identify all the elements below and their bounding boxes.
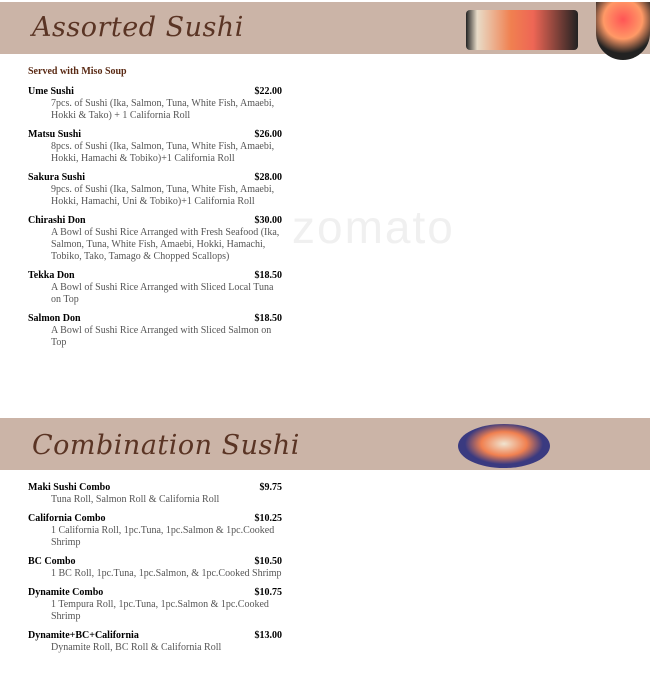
- item-description: A Bowl of Sushi Rice Arranged with Fresh Seafood (Ika, Salmon, Tuna, White Fish, Amaebi, Hokki, Hamachi, Tobiko, Tako, Tamago & Chopped Scallops): [51, 227, 280, 262]
- assorted-sushi-list: [28, 66, 282, 356]
- item-name: Dynamite+BC+California: [28, 630, 139, 641]
- menu-item-header: [28, 556, 282, 568]
- menu-item: [28, 556, 282, 580]
- watermark: zomato: [292, 201, 455, 253]
- sushi-plate-image: [458, 424, 550, 468]
- section-note: Served with Miso Soup: [28, 66, 127, 77]
- item-name: Tekka Don: [28, 270, 75, 281]
- menu-item-header: [28, 215, 282, 227]
- menu-item-header: [28, 172, 282, 184]
- item-price: $18.50: [254, 313, 282, 324]
- menu-item: [28, 513, 282, 549]
- section-title: Assorted Sushi: [32, 12, 244, 43]
- menu-item: [28, 587, 282, 623]
- menu-item: [28, 630, 282, 654]
- menu-item-header: [28, 482, 282, 494]
- item-name: Ume Sushi: [28, 86, 74, 97]
- menu-items: [28, 86, 282, 349]
- sushi-platter-image: [466, 10, 578, 50]
- menu-item-header: [28, 513, 282, 525]
- item-price: $13.00: [254, 630, 282, 641]
- item-name: Sakura Sushi: [28, 172, 85, 183]
- item-name: BC Combo: [28, 556, 76, 567]
- item-price: $10.75: [254, 587, 282, 598]
- item-description: A Bowl of Sushi Rice Arranged with Sliced Local Tuna on Top: [51, 282, 274, 305]
- item-description: 7pcs. of Sushi (Ika, Salmon, Tuna, White Fish, Amaebi, Hokki & Tako) + 1 California Roll: [51, 98, 275, 121]
- combination-sushi-banner: [0, 418, 650, 470]
- menu-item: [28, 129, 282, 165]
- item-price: $22.00: [254, 86, 282, 97]
- assorted-sushi-banner: [0, 2, 650, 54]
- item-name: Salmon Don: [28, 313, 81, 324]
- item-description: Dynamite Roll, BC Roll & California Roll: [51, 642, 222, 653]
- item-price: $10.50: [254, 556, 282, 567]
- menu-item-header: [28, 270, 282, 282]
- item-description: A Bowl of Sushi Rice Arranged with Sliced Salmon on Top: [51, 325, 272, 348]
- menu-item: [28, 172, 282, 208]
- item-price: $26.00: [254, 129, 282, 140]
- item-name: Matsu Sushi: [28, 129, 82, 140]
- item-description: 1 BC Roll, 1pc.Tuna, 1pc.Salmon, & 1pc.Cooked Shrimp: [51, 568, 282, 579]
- item-price: $30.00: [254, 215, 282, 226]
- item-description: 9pcs. of Sushi (Ika, Salmon, Tuna, White Fish, Amaebi, Hokki, Hamachi, Uni & Tobiko)+1 California Roll: [51, 184, 275, 207]
- item-description: 1 Tempura Roll, 1pc.Tuna, 1pc.Salmon & 1pc.Cooked Shrimp: [51, 599, 269, 622]
- menu-item: [28, 313, 282, 349]
- menu-item: [28, 215, 282, 263]
- menu-item: [28, 86, 282, 122]
- menu-items: [28, 482, 282, 654]
- section-title: Combination Sushi: [32, 430, 300, 461]
- chirashi-bowl-image: [596, 2, 650, 60]
- item-price: $18.50: [254, 270, 282, 281]
- menu-item-header: [28, 129, 282, 141]
- item-price: $28.00: [254, 172, 282, 183]
- menu-item: [28, 270, 282, 306]
- item-name: Chirashi Don: [28, 215, 86, 226]
- item-price: $10.25: [254, 513, 282, 524]
- menu-item-header: [28, 313, 282, 325]
- item-description: Tuna Roll, Salmon Roll & California Roll: [51, 494, 220, 505]
- menu-item-header: [28, 587, 282, 599]
- item-description: 1 California Roll, 1pc.Tuna, 1pc.Salmon & 1pc.Cooked Shrimp: [51, 525, 275, 548]
- menu-item: [28, 482, 282, 506]
- item-description: 8pcs. of Sushi (Ika, Salmon, Tuna, White Fish, Amaebi, Hokki, Hamachi & Tobiko)+1 California Roll: [51, 141, 275, 164]
- item-price: $9.75: [259, 482, 282, 493]
- menu-item-header: [28, 86, 282, 98]
- menu-item-header: [28, 630, 282, 642]
- item-name: Dynamite Combo: [28, 587, 104, 598]
- item-name: California Combo: [28, 513, 106, 524]
- item-name: Maki Sushi Combo: [28, 482, 111, 493]
- combination-sushi-list: [28, 482, 282, 661]
